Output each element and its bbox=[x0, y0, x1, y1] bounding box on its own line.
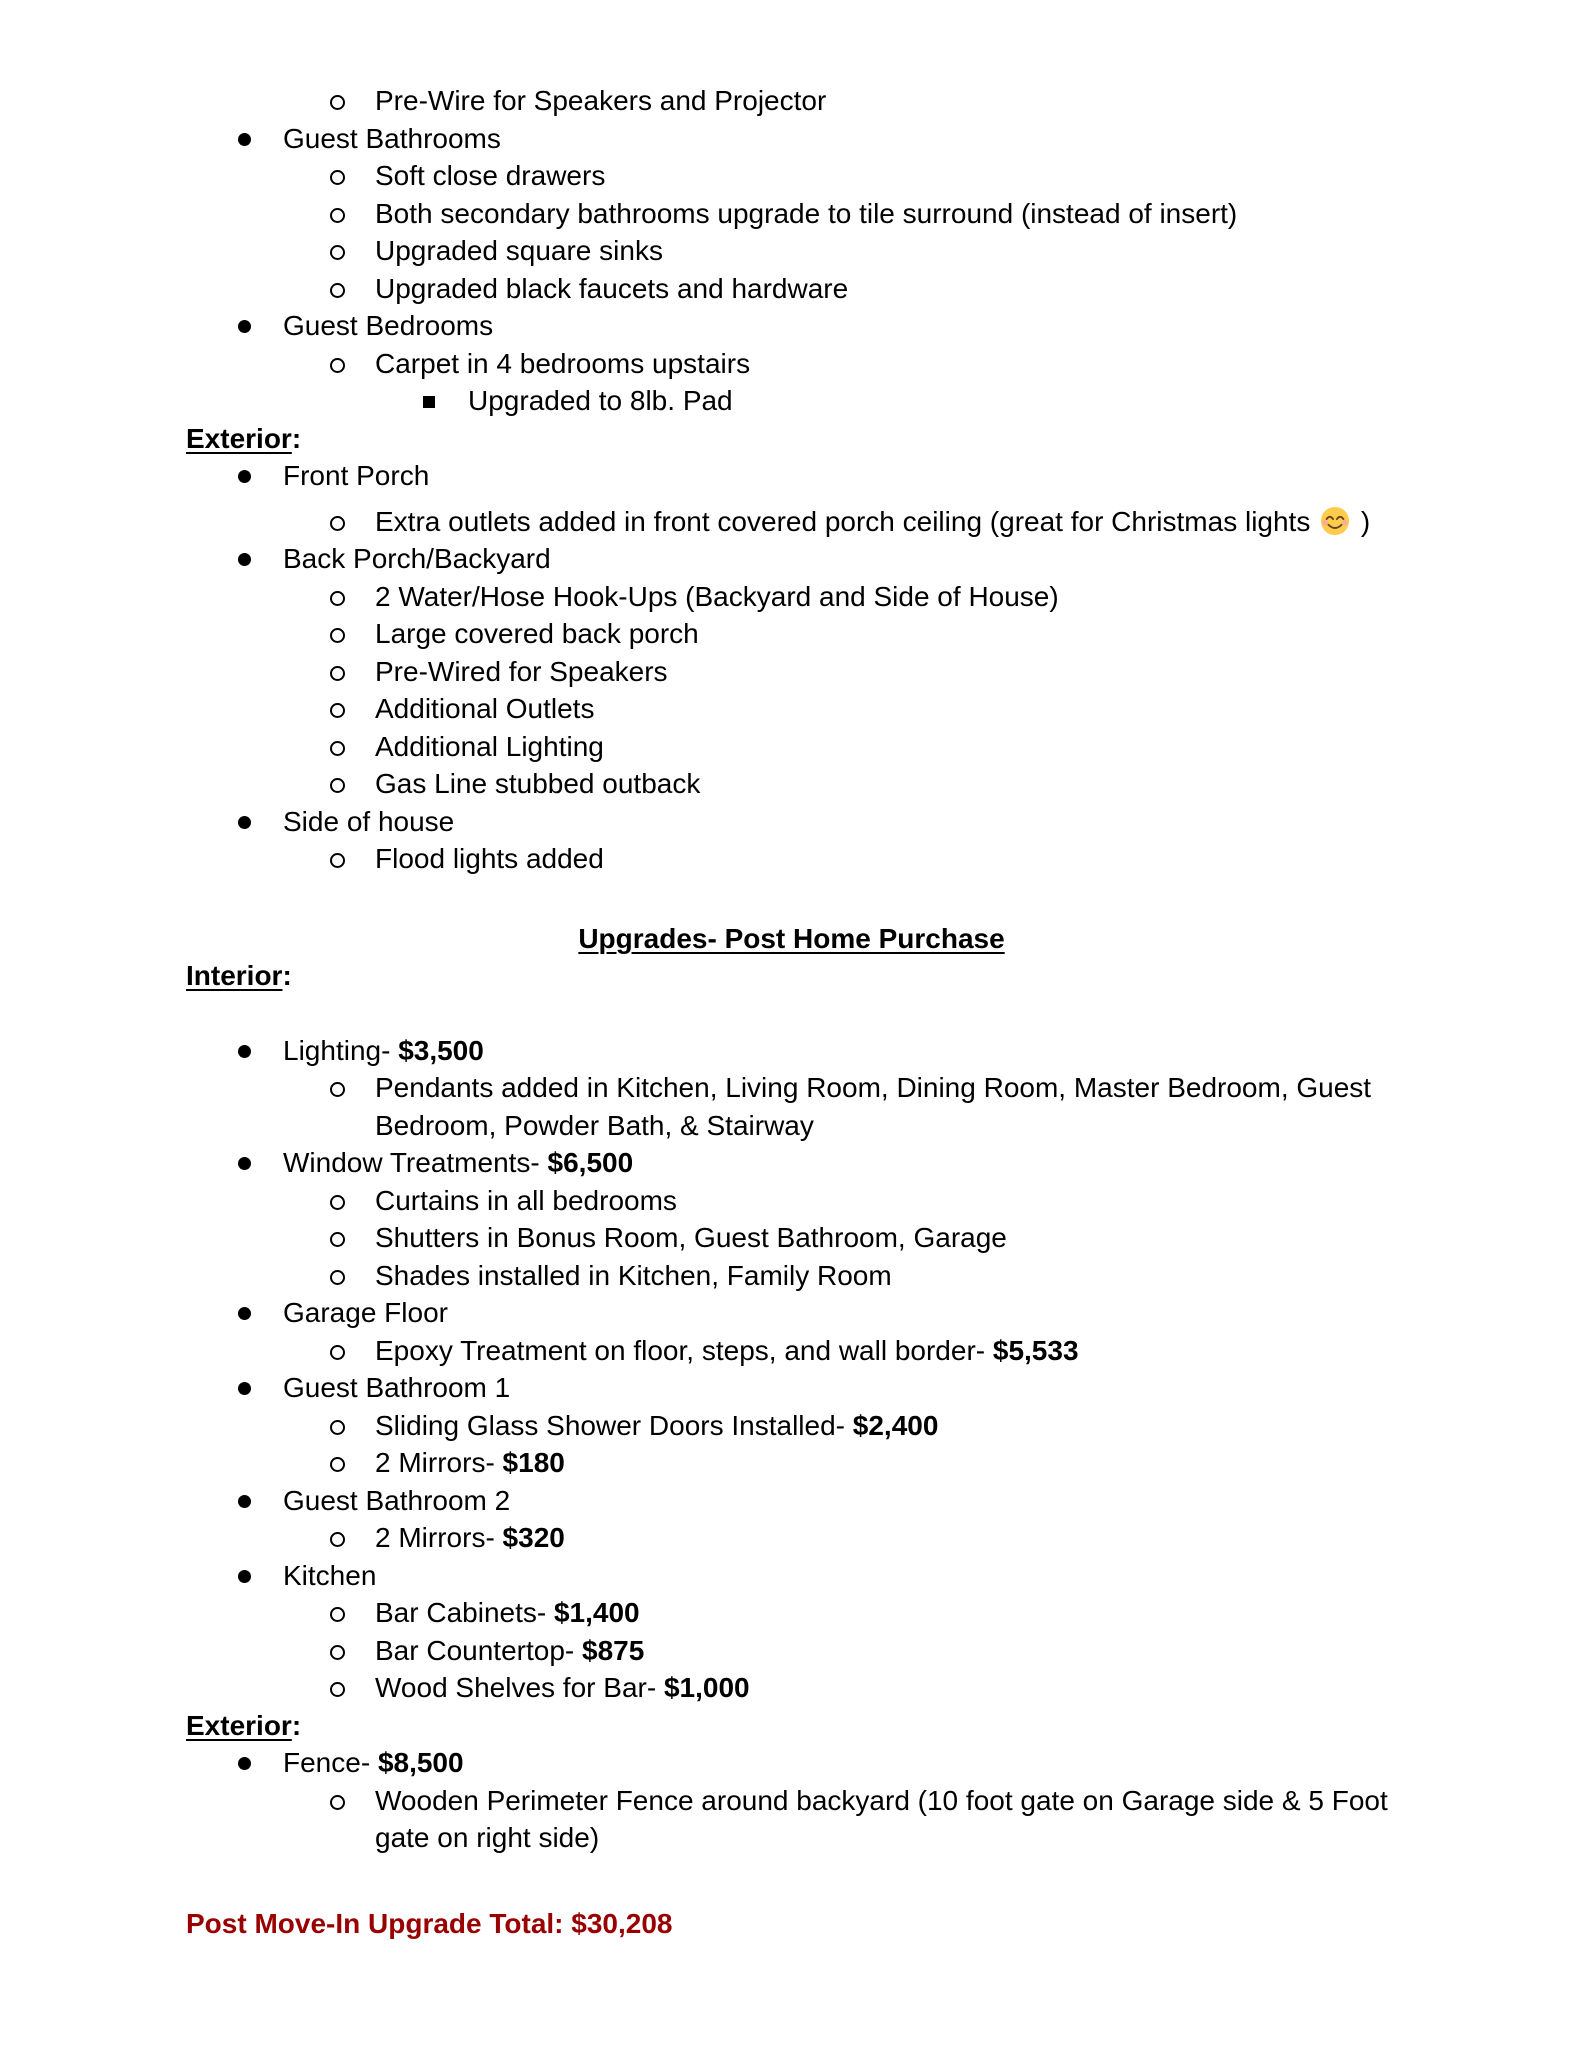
bullet-circle-icon bbox=[330, 208, 345, 223]
smiling-face-emoji-icon bbox=[1320, 506, 1350, 536]
item-text: Garage Floor bbox=[283, 1297, 448, 1328]
bullet-circle-icon bbox=[330, 1270, 345, 1285]
list-item bbox=[186, 345, 1397, 383]
list-item bbox=[186, 1257, 1397, 1295]
list-item bbox=[186, 728, 1397, 766]
price-value: $875 bbox=[582, 1634, 645, 1666]
bullet-circle-icon bbox=[330, 1195, 345, 1210]
item-text: Window Treatments- bbox=[283, 1147, 548, 1178]
total-amount: $30,208 bbox=[571, 1907, 673, 1939]
price-value: $3,500 bbox=[398, 1034, 484, 1066]
item-text: Back Porch/Backyard bbox=[283, 543, 551, 574]
item-text: Soft close drawers bbox=[375, 160, 606, 191]
item-text: Pre-Wire for Speakers and Projector bbox=[375, 85, 827, 116]
spacer bbox=[186, 1857, 1397, 1905]
price-value: $320 bbox=[502, 1522, 565, 1553]
bullet-circle-icon bbox=[330, 741, 345, 756]
list-item bbox=[186, 1332, 1397, 1370]
list-item bbox=[186, 1557, 1397, 1595]
price-value: $2,400 bbox=[852, 1409, 939, 1441]
item-text: Fence- bbox=[283, 1747, 378, 1778]
price-value: $6,500 bbox=[547, 1147, 634, 1178]
bullet-circle-icon bbox=[330, 516, 345, 531]
list-item bbox=[186, 1632, 1397, 1670]
item-text: 2 Mirrors- bbox=[375, 1447, 503, 1478]
item-text: Upgraded black faucets and hardware bbox=[375, 272, 849, 304]
list-item bbox=[186, 270, 1397, 308]
document-title-text: Upgrades- Post Home Purchase bbox=[578, 922, 1005, 954]
bullet-circle-icon bbox=[330, 283, 345, 298]
list-item bbox=[186, 1594, 1397, 1632]
document-title bbox=[186, 920, 1397, 958]
section-heading bbox=[186, 1707, 1397, 1745]
list-item bbox=[186, 1444, 1397, 1482]
bullet-circle-icon bbox=[330, 703, 345, 718]
list-item bbox=[186, 540, 1397, 578]
bullet-circle-icon bbox=[330, 853, 345, 868]
list-item bbox=[186, 1669, 1397, 1707]
item-text: Front Porch bbox=[283, 460, 430, 491]
list-item bbox=[186, 195, 1397, 233]
item-text: Pendants added in Kitchen, Living Room, Dining Room, Master Bedroom, Guest Bedroom, Powder Bath, & Stairway bbox=[375, 1072, 1372, 1141]
list-item bbox=[186, 615, 1397, 653]
bullet-circle-icon bbox=[330, 170, 345, 185]
list-item bbox=[186, 1744, 1397, 1782]
bullet-list bbox=[186, 457, 1397, 878]
item-text: Epoxy Treatment on floor, steps, and wall border- bbox=[375, 1334, 993, 1366]
list-item bbox=[186, 1407, 1397, 1445]
bullet-disc-icon bbox=[238, 1757, 251, 1770]
total-line bbox=[186, 1905, 1397, 1943]
list-item bbox=[186, 1782, 1397, 1857]
item-text: Upgraded to 8lb. Pad bbox=[468, 385, 733, 416]
item-text: Wood Shelves for Bar- bbox=[375, 1672, 664, 1703]
bullet-circle-icon bbox=[330, 778, 345, 793]
section-heading bbox=[186, 420, 1397, 458]
bullet-circle-icon bbox=[330, 1232, 345, 1247]
list-item bbox=[186, 690, 1397, 728]
list-item bbox=[186, 1519, 1397, 1557]
section-heading-colon: : bbox=[291, 422, 302, 454]
item-text: Bar Countertop- bbox=[375, 1634, 582, 1666]
item-text: Side of house bbox=[283, 805, 455, 837]
bullet-circle-icon bbox=[330, 628, 345, 643]
bullet-circle-icon bbox=[330, 591, 345, 606]
price-value: $1,000 bbox=[663, 1672, 750, 1703]
item-text: Guest Bathroom 1 bbox=[283, 1372, 511, 1403]
bullet-circle-icon bbox=[330, 1645, 345, 1660]
list-item bbox=[186, 1294, 1397, 1332]
price-value: $5,533 bbox=[992, 1334, 1079, 1366]
total-label: Post Move-In Upgrade Total: bbox=[186, 1907, 572, 1939]
item-text: Both secondary bathrooms upgrade to tile surround (instead of insert) bbox=[375, 197, 1238, 229]
list-item bbox=[186, 803, 1397, 841]
bullet-circle-icon bbox=[330, 1457, 345, 1472]
bullet-list bbox=[186, 1744, 1397, 1857]
item-text: Carpet in 4 bedrooms upstairs bbox=[375, 347, 751, 379]
list-item bbox=[186, 653, 1397, 691]
section-heading-colon: : bbox=[291, 1709, 302, 1741]
bullet-list bbox=[186, 82, 1397, 420]
section-heading-colon: : bbox=[282, 960, 292, 991]
price-value: $1,400 bbox=[553, 1597, 640, 1628]
bullet-circle-icon bbox=[330, 1420, 345, 1435]
item-text: Guest Bedrooms bbox=[283, 310, 494, 341]
bullet-circle-icon bbox=[330, 358, 345, 373]
bullet-disc-icon bbox=[238, 320, 251, 333]
bullet-circle-icon bbox=[330, 1532, 345, 1547]
item-text: Additional Lighting bbox=[375, 730, 604, 762]
item-text: Wooden Perimeter Fence around backyard (10 foot gate on Garage side & 5 Foot gate on right side) bbox=[375, 1784, 1388, 1853]
bullet-disc-icon bbox=[238, 470, 251, 483]
spacer bbox=[186, 995, 1397, 1032]
item-text: Kitchen bbox=[283, 1559, 377, 1591]
bullet-circle-icon bbox=[330, 1082, 345, 1097]
list-item bbox=[186, 382, 1397, 420]
item-text: Guest Bathroom 2 bbox=[283, 1484, 511, 1516]
list-item bbox=[186, 1182, 1397, 1220]
item-text: Extra outlets added in front covered porch ceiling (great for Christmas lights bbox=[375, 505, 1311, 537]
list-item bbox=[186, 1482, 1397, 1520]
list-item bbox=[186, 157, 1397, 195]
section-heading bbox=[186, 957, 1397, 995]
bullet-circle-icon bbox=[330, 1345, 345, 1360]
list-item bbox=[186, 1032, 1397, 1070]
list-item bbox=[186, 120, 1397, 158]
bullet-circle-icon bbox=[330, 1607, 345, 1622]
bullet-disc-icon bbox=[238, 1307, 251, 1320]
bullet-square-icon bbox=[423, 396, 435, 408]
item-text: Guest Bathrooms bbox=[283, 122, 501, 154]
item-text: 2 Water/Hose Hook-Ups (Backyard and Side of House) bbox=[375, 580, 1059, 612]
bullet-disc-icon bbox=[238, 816, 251, 829]
item-text: Curtains in all bedrooms bbox=[375, 1184, 677, 1216]
item-text: Large covered back porch bbox=[375, 618, 699, 649]
spacer bbox=[186, 878, 1397, 920]
bullet-circle-icon bbox=[330, 1682, 345, 1697]
item-text: Flood lights added bbox=[375, 843, 604, 874]
bullet-disc-icon bbox=[238, 1157, 251, 1170]
bullet-disc-icon bbox=[238, 1382, 251, 1395]
item-text: Gas Line stubbed outback bbox=[375, 768, 701, 799]
list-item bbox=[186, 82, 1397, 120]
item-text: Shades installed in Kitchen, Family Room bbox=[375, 1259, 892, 1291]
item-text: Sliding Glass Shower Doors Installed- bbox=[375, 1409, 853, 1441]
list-item bbox=[186, 503, 1397, 541]
item-text: Upgraded square sinks bbox=[375, 235, 663, 266]
bullet-circle-icon bbox=[330, 666, 345, 681]
item-text: Pre-Wired for Speakers bbox=[375, 655, 668, 687]
bullet-disc-icon bbox=[238, 553, 251, 566]
list-item bbox=[186, 307, 1397, 345]
list-item bbox=[186, 765, 1397, 803]
list-item bbox=[186, 1369, 1397, 1407]
list-item bbox=[186, 1144, 1397, 1182]
bullet-list bbox=[186, 1032, 1397, 1707]
item-text: Shutters in Bonus Room, Guest Bathroom, Garage bbox=[375, 1222, 1007, 1253]
list-item bbox=[186, 578, 1397, 616]
price-value: $8,500 bbox=[377, 1747, 464, 1778]
bullet-disc-icon bbox=[238, 1495, 251, 1508]
bullet-disc-icon bbox=[238, 1045, 251, 1058]
list-item bbox=[186, 457, 1397, 495]
list-item bbox=[186, 232, 1397, 270]
item-text: 2 Mirrors- bbox=[375, 1522, 503, 1553]
bullet-disc-icon bbox=[238, 1570, 251, 1583]
item-text: ) bbox=[1360, 505, 1371, 537]
bullet-circle-icon bbox=[330, 95, 345, 110]
bullet-disc-icon bbox=[238, 133, 251, 146]
section-heading-text: Exterior bbox=[186, 422, 292, 454]
bullet-circle-icon bbox=[330, 1795, 345, 1810]
section-heading-text: Exterior bbox=[186, 1709, 292, 1741]
item-text: Bar Cabinets- bbox=[375, 1597, 554, 1628]
item-text: Lighting- bbox=[283, 1034, 399, 1066]
section-heading-text: Interior bbox=[186, 960, 283, 991]
list-item bbox=[186, 840, 1397, 878]
list-item bbox=[186, 1069, 1397, 1144]
list-item bbox=[186, 1219, 1397, 1257]
item-text: Additional Outlets bbox=[375, 693, 595, 724]
price-value: $180 bbox=[502, 1447, 565, 1478]
bullet-circle-icon bbox=[330, 245, 345, 260]
